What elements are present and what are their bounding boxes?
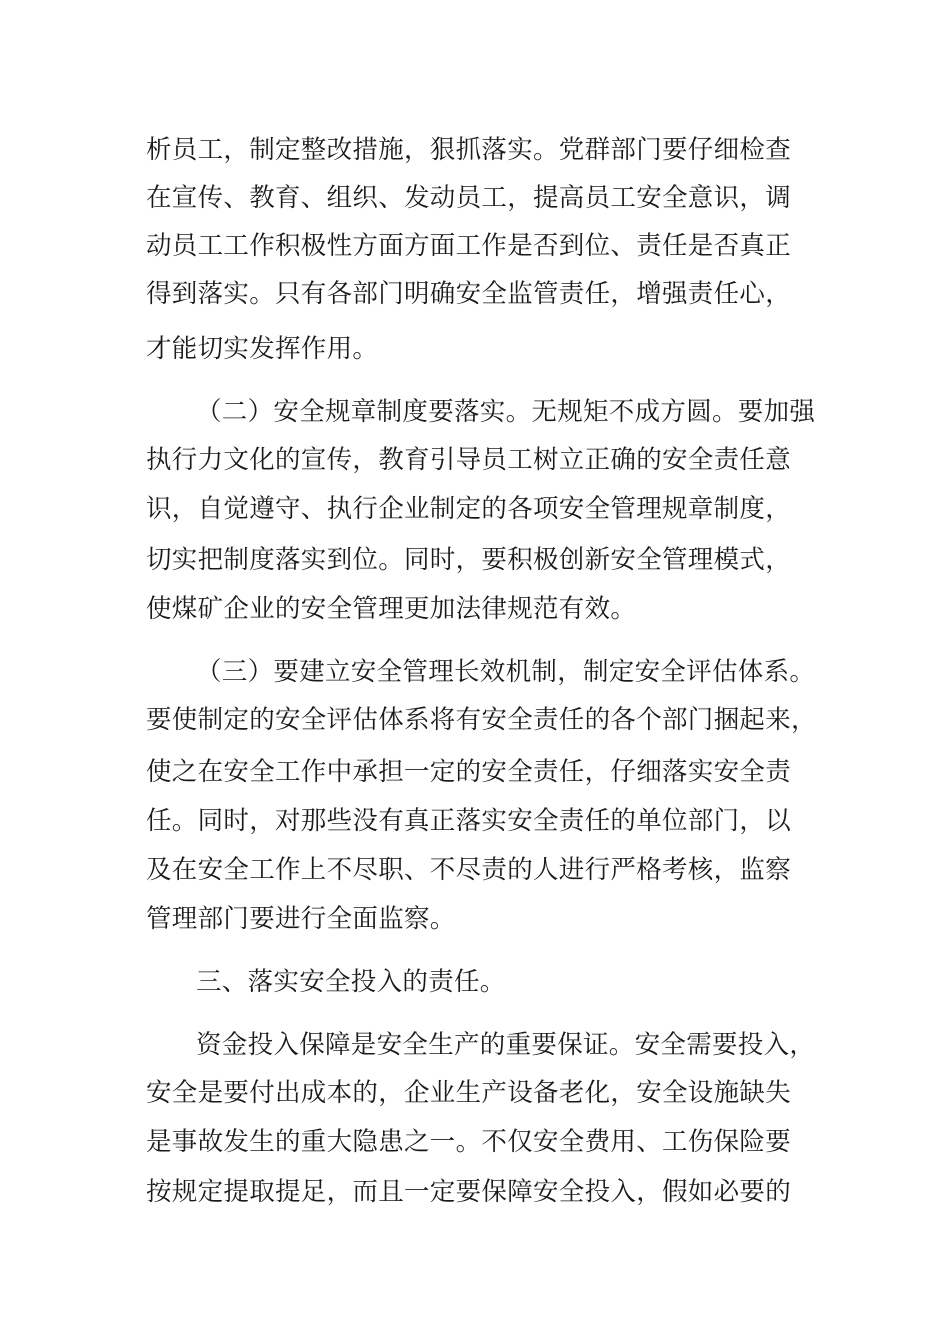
paragraph-line: 及在安全工作上不尽职、不尽责的人进行严格考核，监察 xyxy=(146,855,792,885)
paragraph-line: 得到落实。只有各部门明确安全监管责任，增强责任心， xyxy=(146,279,792,309)
paragraph-line: 执行力文化的宣传，教育引导员工树立正确的安全责任意 xyxy=(146,445,792,475)
paragraph-line: 安全是要付出成本的，企业生产设备老化，安全设施缺失 xyxy=(146,1078,792,1108)
paragraph-line: 切实把制度落实到位。同时，要积极创新安全管理模式， xyxy=(146,545,792,575)
paragraph-line: 使煤矿企业的安全管理更加法律规范有效。 xyxy=(146,594,637,624)
paragraph-line: 要使制定的安全评估体系将有安全责任的各个部门捆起来， xyxy=(146,705,817,735)
section-heading-line: 三、落实安全投入的责任。 xyxy=(196,967,506,997)
paragraph-line: 才能切实发挥作用。 xyxy=(146,334,379,364)
paragraph-line: 识，自觉遵守、执行企业制定的各项安全管理规章制度， xyxy=(146,494,792,524)
paragraph-line: 按规定提取提足，而且一定要保障安全投入，假如必要的 xyxy=(146,1177,792,1207)
paragraph-line: 使之在安全工作中承担一定的安全责任，仔细落实安全责 xyxy=(146,757,792,787)
section-heading-line: （二）安全规章制度要落实。无规矩不成方圆。要加强 xyxy=(196,397,816,427)
paragraph-line: 管理部门要进行全面监察。 xyxy=(146,904,456,934)
paragraph-line: 在宣传、教育、组织、发动员工，提高员工安全意识，调 xyxy=(146,183,792,213)
paragraph-line: 是事故发生的重大隐患之一。不仅安全费用、工伤保险要 xyxy=(146,1127,792,1157)
paragraph-line: 任。同时，对那些没有真正落实安全责任的单位部门，以 xyxy=(146,806,792,836)
paragraph-line: 动员工工作积极性方面方面工作是否到位、责任是否真正 xyxy=(146,231,792,261)
section-heading-line: （三）要建立安全管理长效机制，制定安全评估体系。 xyxy=(196,657,816,687)
paragraph-line: 资金投入保障是安全生产的重要保证。安全需要投入， xyxy=(196,1030,816,1060)
paragraph-line: 析员工，制定整改措施，狠抓落实。党群部门要仔细检查 xyxy=(146,135,792,165)
